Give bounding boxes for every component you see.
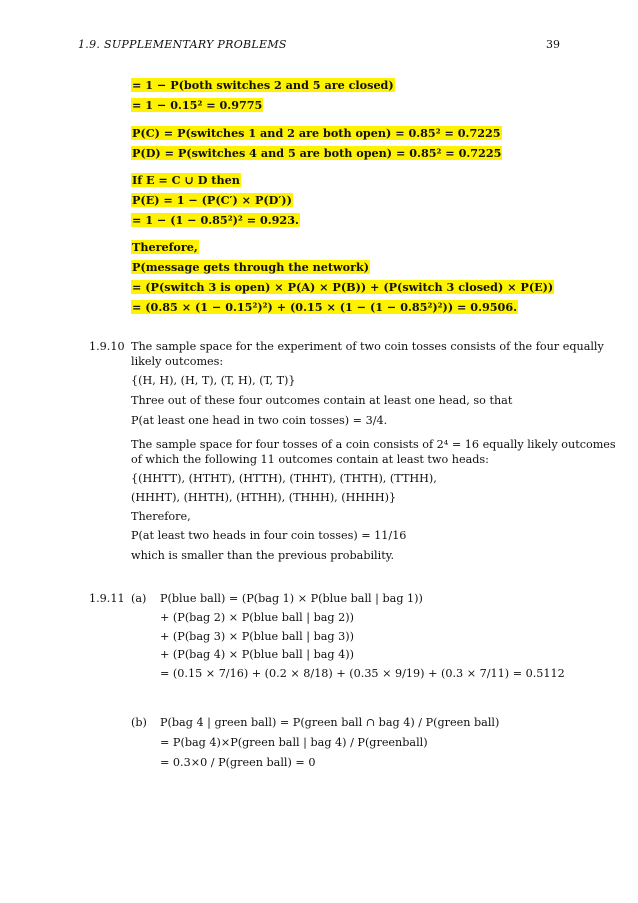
math-line: = P(bag 4)×P(green ball | bag 4) / P(greenball) (160, 736, 428, 749)
highlighted-line: Therefore, (132, 240, 198, 254)
paragraph-line: Therefore, (131, 510, 191, 523)
math-line: (HHHT), (HHTH), (HTHH), (THHH), (HHHH)} (131, 491, 397, 504)
page-number: 39 (546, 38, 560, 51)
highlighted-line: = 1 − (1 − 0.85²)² = 0.923. (132, 213, 299, 227)
paragraph-line: likely outcomes: (131, 355, 224, 368)
math-line: = (0.15 × 7/16) + (0.2 × 8/18) + (0.35 × 9/19) + (0.3 × 7/11) = 0.5112 (160, 667, 565, 680)
paragraph-line: which is smaller than the previous probability. (131, 549, 395, 562)
highlighted-line: = 1 − 0.15² = 0.9775 (132, 98, 263, 112)
highlighted-line: P(message gets through the network) (132, 260, 370, 274)
part-label: (b) (131, 716, 147, 729)
part-label: (a) (131, 592, 147, 605)
math-line: P(blue ball) = (P(bag 1) × P(blue ball | bag 1)) (160, 592, 423, 605)
math-line: P(at least two heads in four coin tosses) = 11/16 (131, 529, 407, 542)
math-line: + (P(bag 4) × P(blue ball | bag 4)) (160, 648, 354, 661)
highlighted-line: If E = C ∪ D then (132, 173, 240, 187)
math-line: + (P(bag 3) × P(blue ball | bag 3)) (160, 630, 354, 643)
paragraph-line: The sample space for the experiment of two coin tosses consists of the four equally (131, 340, 604, 353)
problem-number: 1.9.10 (89, 340, 125, 353)
paragraph-line: The sample space for four tosses of a coin consists of 2⁴ = 16 equally likely outcomes (131, 438, 616, 451)
highlighted-line: = (P(switch 3 is open) × P(A) × P(B)) + (P(switch 3 closed) × P(E)) (132, 280, 554, 294)
paragraph-line: Three out of these four outcomes contain at least one head, so that (131, 394, 513, 407)
math-line: {(H, H), (H, T), (T, H), (T, T)} (131, 374, 296, 387)
highlighted-line: P(C) = P(switches 1 and 2 are both open) = 0.85² = 0.7225 (132, 126, 501, 140)
paragraph-line: of which the following 11 outcomes contain at least two heads: (131, 453, 489, 466)
highlighted-line: P(D) = P(switches 4 and 5 are both open) = 0.85² = 0.7225 (132, 146, 502, 160)
highlighted-line: P(E) = 1 − (P(C′) × P(D′)) (132, 193, 292, 207)
problem-number: 1.9.11 (89, 592, 125, 605)
math-line: {(HHTT), (HTHT), (HTTH), (THHT), (THTH), (TTHH), (131, 472, 437, 485)
running-header-section: 1.9. SUPPLEMENTARY PROBLEMS (78, 38, 287, 51)
math-line: P(at least one head in two coin tosses) = 3/4. (131, 414, 388, 427)
math-line: + (P(bag 2) × P(blue ball | bag 2)) (160, 611, 354, 624)
math-line: = 0.3×0 / P(green ball) = 0 (160, 756, 316, 769)
math-line: P(bag 4 | green ball) = P(green ball ∩ bag 4) / P(green ball) (160, 716, 500, 729)
highlighted-line: = (0.85 × (1 − 0.15²)²) + (0.15 × (1 − (1 − 0.85²)²)) = 0.9506. (132, 300, 518, 314)
highlighted-line: = 1 − P(both switches 2 and 5 are closed) (132, 78, 394, 92)
